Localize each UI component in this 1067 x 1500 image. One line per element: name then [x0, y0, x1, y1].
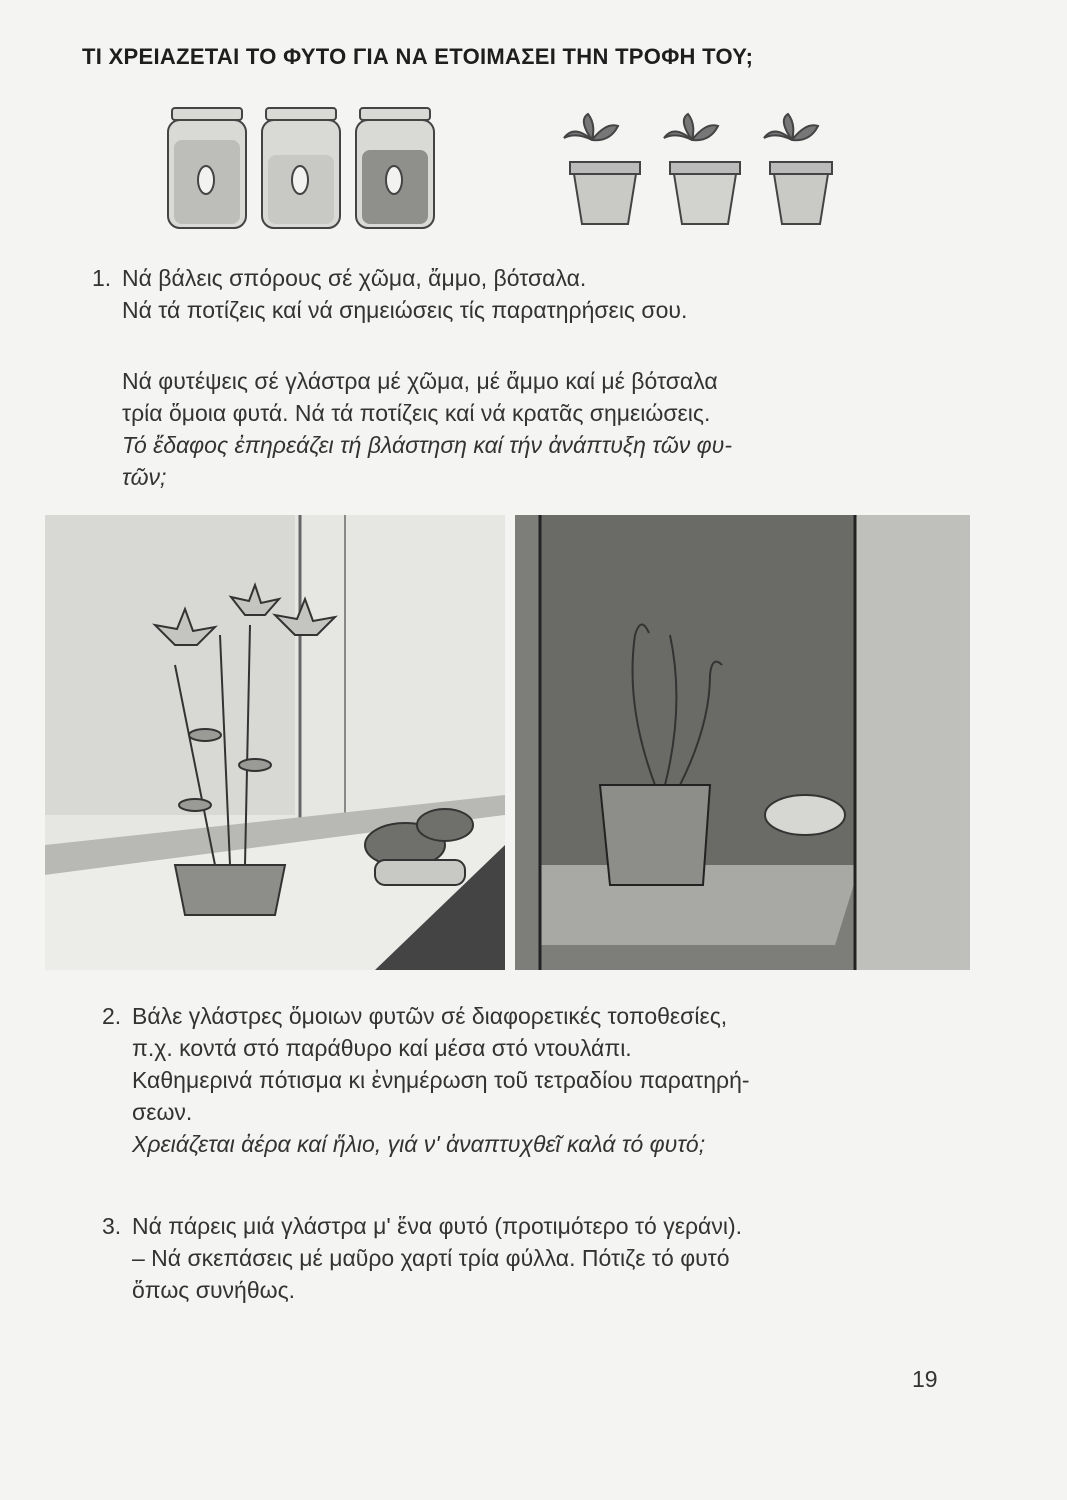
step-1b-question-line-1: Τό ἔδαφος ἐπηρεάζει τή βλάστηση καί τήν ἀνάπτυξη τῶν φυ-	[122, 432, 732, 458]
closet-plant-illustration	[515, 515, 970, 970]
pot-3	[764, 114, 832, 224]
step-1-continued	[122, 365, 982, 493]
step-2-line-2: π.χ. κοντά στό παράθυρο καί μέσα στό ντουλάπι.	[132, 1035, 632, 1061]
step-1-number: 1.	[92, 265, 112, 291]
jar-pebbles	[356, 108, 434, 228]
page-title: ΤΙ ΧΡΕΙΑΖΕΤΑΙ ΤΟ ΦΥΤΟ ΓΙΑ ΝΑ ΕΤΟΙΜΑΣΕΙ ΤΗΝ ΤΡΟΦΗ ΤΟΥ;	[82, 44, 754, 69]
step-1	[92, 262, 972, 326]
closet-pot	[600, 785, 710, 885]
pot-1	[564, 114, 640, 224]
step-3-line-2: – Νά σκεπάσεις μέ μαῦρο χαρτί τρία φύλλα. Πότιζε τό φυτό	[132, 1245, 730, 1271]
step-3-number: 3.	[102, 1213, 122, 1239]
step-1-line-2: Νά τά ποτίζεις καί νά σημειώσεις τίς παρατηρήσεις σου.	[122, 297, 688, 323]
lily-pot	[175, 865, 285, 915]
step-1b-question-line-2: τῶν;	[122, 464, 167, 490]
step-2-line-4: σεων.	[132, 1099, 193, 1125]
pot-2	[664, 114, 740, 224]
step-2-line-1: Βάλε γλάστρες ὅμοιων φυτῶν σέ διαφορετικές τοποθεσίες,	[132, 1003, 728, 1029]
step-3	[102, 1210, 982, 1306]
small-pot-top	[765, 795, 845, 835]
jar-sand	[262, 108, 340, 228]
step-2-line-3: Καθημερινά πότισμα κι ἐνημέρωση τοῦ τετραδίου παρατηρή-	[132, 1067, 750, 1093]
step-1b-line-2: τρία ὅμοια φυτά. Νά τά ποτίζεις καί νά κρατᾶς σημειώσεις.	[122, 400, 711, 426]
step-1-line-1: Νά βάλεις σπόρους σέ χῶμα, ἄμμο, βότσαλα.	[122, 265, 587, 291]
step-3-line-3: ὅπως συνήθως.	[132, 1277, 296, 1303]
page-number: 19	[912, 1366, 938, 1392]
step-2-question: Χρειάζεται ἀέρα καί ἥλιο, γιά ν' ἀναπτυχθεῖ καλά τό φυτό;	[132, 1131, 706, 1157]
step-1b-line-1: Νά φυτέψεις σέ γλάστρα μέ χῶμα, μέ ἄμμο καί μέ βότσαλα	[122, 368, 718, 394]
jar-soil	[168, 108, 246, 228]
step-2-number: 2.	[102, 1003, 122, 1029]
window-plants-illustration	[45, 515, 505, 970]
jars-and-pots-illustration	[160, 100, 850, 250]
step-3-line-1: Νά πάρεις μιά γλάστρα μ' ἕνα φυτό (προτιμότερο τό γεράνι).	[132, 1213, 742, 1239]
step-2	[102, 1000, 982, 1160]
